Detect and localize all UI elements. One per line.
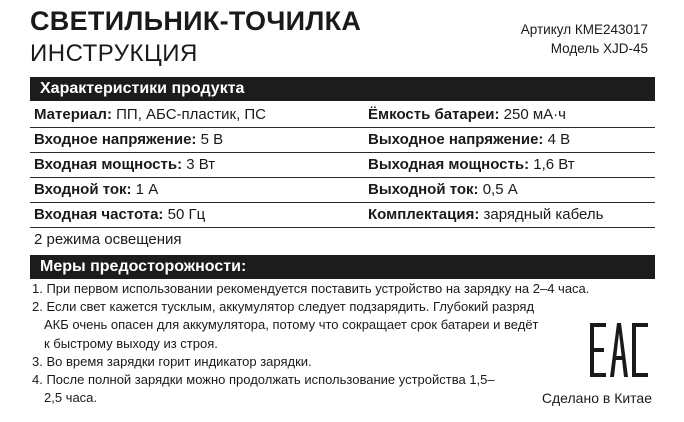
spec-label: Входная частота: [34,206,164,223]
specs-table [30,103,655,252]
spec-value: 1,6 Вт [529,156,575,173]
spec-label: Выходная мощность: [368,156,530,173]
table-row [30,103,655,128]
list-item: 1. При первом использовании рекомендуется поставить устройство на зарядку на 2–4 часа. [32,281,590,296]
spec-label: Комплектация: [368,206,480,223]
spec-label: Входной ток: [34,181,132,198]
spec-label: Входная мощность: [34,156,183,173]
spec-label: Выходное напряжение: [368,131,544,148]
precautions-heading: Меры предосторожности: [30,255,655,279]
spec-value: ПП, АБС-пластик, ПС [111,106,267,123]
table-row [30,203,655,228]
table-row [30,228,655,252]
document-subtitle: ИНСТРУКЦИЯ [30,40,198,67]
list-item: 3. Во время зарядки горит индикатор зарядки. [32,353,312,369]
product-meta [521,20,648,58]
spec-label: Ёмкость батареи: [368,106,500,123]
spec-value: зарядный кабель [479,206,604,223]
specs-heading: Характеристики продукта [30,77,655,101]
table-row [30,178,655,203]
product-title: СВЕТИЛЬНИК-ТОЧИЛКА [30,6,362,36]
spec-label: Входное напряжение: [34,131,197,148]
spec-value: 0,5 А [478,181,518,198]
made-in-label: Сделано в Китае [541,390,652,406]
article-number: Артикул КМЕ243017 [520,22,648,37]
spec-label: Материал: [34,106,112,123]
spec-value: 3 Вт [182,156,216,173]
lighting-modes: 2 режима освещения [34,231,182,248]
list-item: 4. После полной зарядки можно продолжать использование устройства 1,5–2,5 часа. [32,372,495,406]
precautions-list [32,280,632,407]
table-row [30,153,655,178]
list-item: 2. Если свет кажется тусклым, аккумулятор следует подзарядить. Глубокий разряд АКБ очень опасен для аккумулятора, потому что сокращает срок батареи и ведёт к быстрому выходу из строя. [32,299,539,351]
spec-value: 50 Гц [163,206,206,223]
model-number: Модель XJD-45 [550,41,648,56]
spec-value: 250 мА·ч [499,106,566,123]
table-row [30,128,655,153]
spec-value: 4 В [543,131,571,148]
spec-value: 1 А [131,181,159,198]
spec-label: Выходной ток: [368,181,479,198]
eac-certification-icon [590,323,648,377]
spec-value: 5 В [196,131,224,148]
